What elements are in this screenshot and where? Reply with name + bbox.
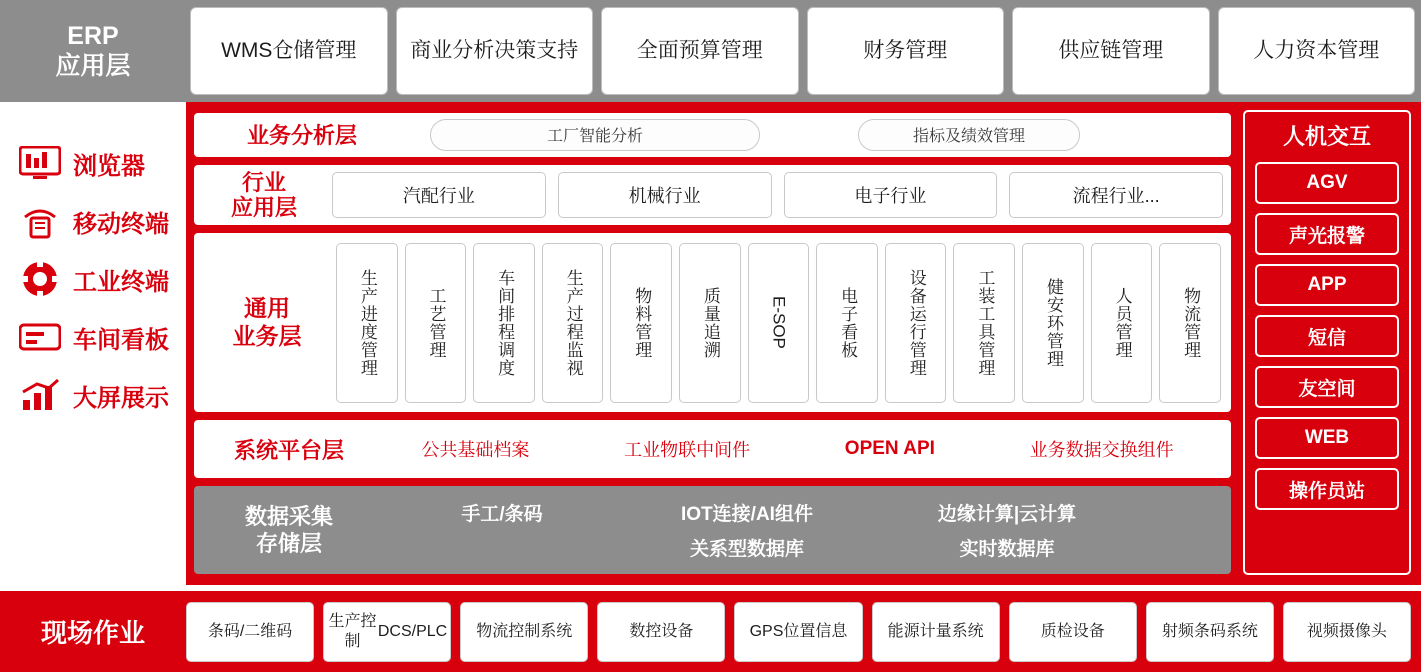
common-title-line2: 业务层 — [232, 322, 302, 349]
platform-item[interactable]: OPEN API — [844, 438, 935, 460]
erp-app-card[interactable]: 供应链管理 — [1012, 7, 1210, 95]
field-layer-label: 现场作业 — [40, 618, 145, 648]
data-title-line2: 存储层 — [255, 531, 322, 557]
module-card[interactable]: 设备运行管理 — [885, 243, 947, 403]
field-card[interactable]: 条码/二维码 — [186, 602, 314, 662]
erp-label-line1: ERP — [67, 22, 119, 50]
common-business-title — [204, 295, 330, 350]
industry-cards — [322, 172, 1223, 218]
terminal-item-big-screen[interactable] — [0, 376, 169, 414]
terminal-item-industrial[interactable] — [0, 260, 169, 298]
industry-card[interactable]: 电子行业 — [784, 172, 998, 218]
module-card[interactable]: 工装工具管理 — [953, 243, 1015, 403]
terminal-label: 工业终端 — [73, 268, 169, 296]
hmi-title: 人机交互 — [1282, 124, 1371, 149]
data-layer-row — [392, 499, 1221, 526]
field-card[interactable]: 视频摄像头 — [1283, 602, 1411, 662]
erp-app-card[interactable]: 人力资本管理 — [1218, 7, 1416, 95]
platform-item[interactable]: 公共基础档案 — [421, 440, 530, 461]
terminal-item-mobile[interactable] — [0, 202, 169, 240]
module-card[interactable]: 质量追溯 — [679, 243, 741, 403]
mobile-terminal-icon — [18, 202, 62, 240]
common-business-modules — [330, 243, 1221, 403]
data-item — [392, 534, 612, 561]
data-item[interactable]: IOT连接/AI组件 — [681, 504, 813, 526]
terminal-list — [0, 102, 186, 585]
erp-layer-label — [0, 0, 186, 102]
erp-app-card[interactable]: 全面预算管理 — [601, 7, 799, 95]
erp-app-card[interactable]: 财务管理 — [807, 7, 1005, 95]
module-card[interactable]: 人员管理 — [1091, 243, 1153, 403]
erp-app-card[interactable]: WMS仓储管理 — [190, 7, 388, 95]
platform-item[interactable]: 工业物联中间件 — [624, 440, 751, 461]
field-cards — [186, 602, 1421, 662]
workshop-board-icon — [18, 318, 62, 356]
industry-card[interactable]: 机械行业 — [558, 172, 772, 218]
terminal-label: 移动终端 — [73, 210, 169, 238]
hmi-button-alarm[interactable]: 声光报警 — [1255, 213, 1399, 255]
module-card[interactable]: 物料管理 — [610, 243, 672, 403]
hmi-panel — [1243, 110, 1411, 575]
data-collection-storage-layer — [194, 486, 1231, 574]
business-analysis-title: 业务分析层 — [246, 123, 357, 149]
industry-application-layer — [194, 165, 1231, 225]
common-title-line1: 通用 — [244, 294, 290, 321]
module-card[interactable]: 物流管理 — [1159, 243, 1221, 403]
data-title-line1: 数据采集 — [244, 503, 333, 529]
erp-app-card[interactable]: 商业分析 决策支持 — [396, 7, 594, 95]
industrial-terminal-icon — [18, 260, 62, 298]
hmi-button-web[interactable]: WEB — [1255, 417, 1399, 459]
data-layer-title — [204, 503, 374, 558]
terminal-label: 浏览器 — [73, 152, 145, 180]
field-card[interactable]: 数控设备 — [597, 602, 725, 662]
terminal-label: 大屏展示 — [73, 384, 169, 412]
terminal-item-browser[interactable] — [0, 144, 145, 182]
business-analysis-item[interactable]: 指标及绩效管理 — [858, 119, 1080, 151]
field-card[interactable]: 质检设备 — [1009, 602, 1137, 662]
platform-item[interactable]: 业务数据交换组件 — [1029, 440, 1174, 461]
field-card[interactable]: 物流控制系统 — [460, 602, 588, 662]
data-item[interactable]: 实时数据库 — [959, 539, 1055, 561]
browser-icon — [18, 144, 62, 182]
data-item[interactable]: 边缘计算|云计算 — [937, 504, 1077, 526]
business-analysis-item[interactable]: 工厂智能分析 — [430, 119, 760, 151]
terminal-label: 车间看板 — [73, 326, 169, 354]
data-item[interactable]: 关系型数据库 — [689, 539, 804, 561]
erp-app-cards — [186, 0, 1421, 102]
hmi-button-app[interactable]: APP — [1255, 264, 1399, 306]
module-card[interactable]: 生产过程监视 — [542, 243, 604, 403]
layer-stack — [186, 102, 1239, 585]
hmi-column — [1239, 102, 1421, 585]
industry-layer-title — [216, 170, 312, 221]
module-card[interactable]: E-SOP — [748, 243, 810, 403]
module-card[interactable]: 健安环管理 — [1022, 243, 1084, 403]
field-card[interactable]: 能源计量系统 — [872, 602, 1000, 662]
field-card[interactable]: GPS位置信息 — [734, 602, 862, 662]
platform-body — [0, 102, 1421, 585]
hmi-button-youspace[interactable]: 友空间 — [1255, 366, 1399, 408]
erp-application-layer — [0, 0, 1421, 102]
industry-card[interactable]: 汽配行业 — [332, 172, 546, 218]
hmi-button-agv[interactable]: AGV — [1255, 162, 1399, 204]
erp-label-line2: 应用层 — [55, 52, 131, 80]
hmi-button-operator-station[interactable]: 操作员站 — [1255, 468, 1399, 510]
module-card[interactable]: 电子看板 — [816, 243, 878, 403]
common-business-layer — [194, 233, 1231, 413]
terminal-item-workshop-board[interactable] — [0, 318, 169, 356]
industry-title-line1: 行业 — [241, 169, 286, 195]
data-item[interactable]: 手工/条码 — [461, 504, 543, 526]
system-platform-items — [374, 436, 1221, 462]
industry-card[interactable]: 流程行业... — [1009, 172, 1223, 218]
module-card[interactable]: 生产进度管理 — [336, 243, 398, 403]
system-platform-layer — [194, 420, 1231, 478]
field-card[interactable]: 生产控制 DCS/PLC — [323, 602, 451, 662]
field-card[interactable]: 射频条码系统 — [1146, 602, 1274, 662]
data-layer-row — [392, 534, 1221, 561]
hmi-button-sms[interactable]: 短信 — [1255, 315, 1399, 357]
industry-title-line2: 应用层 — [230, 194, 297, 220]
business-analysis-layer — [194, 113, 1231, 157]
module-card[interactable]: 工艺管理 — [405, 243, 467, 403]
big-screen-icon — [18, 376, 62, 414]
data-layer-items — [374, 499, 1221, 561]
field-operation-layer — [0, 591, 1421, 672]
module-card[interactable]: 车间排程调度 — [473, 243, 535, 403]
system-platform-title: 系统平台层 — [233, 437, 344, 463]
